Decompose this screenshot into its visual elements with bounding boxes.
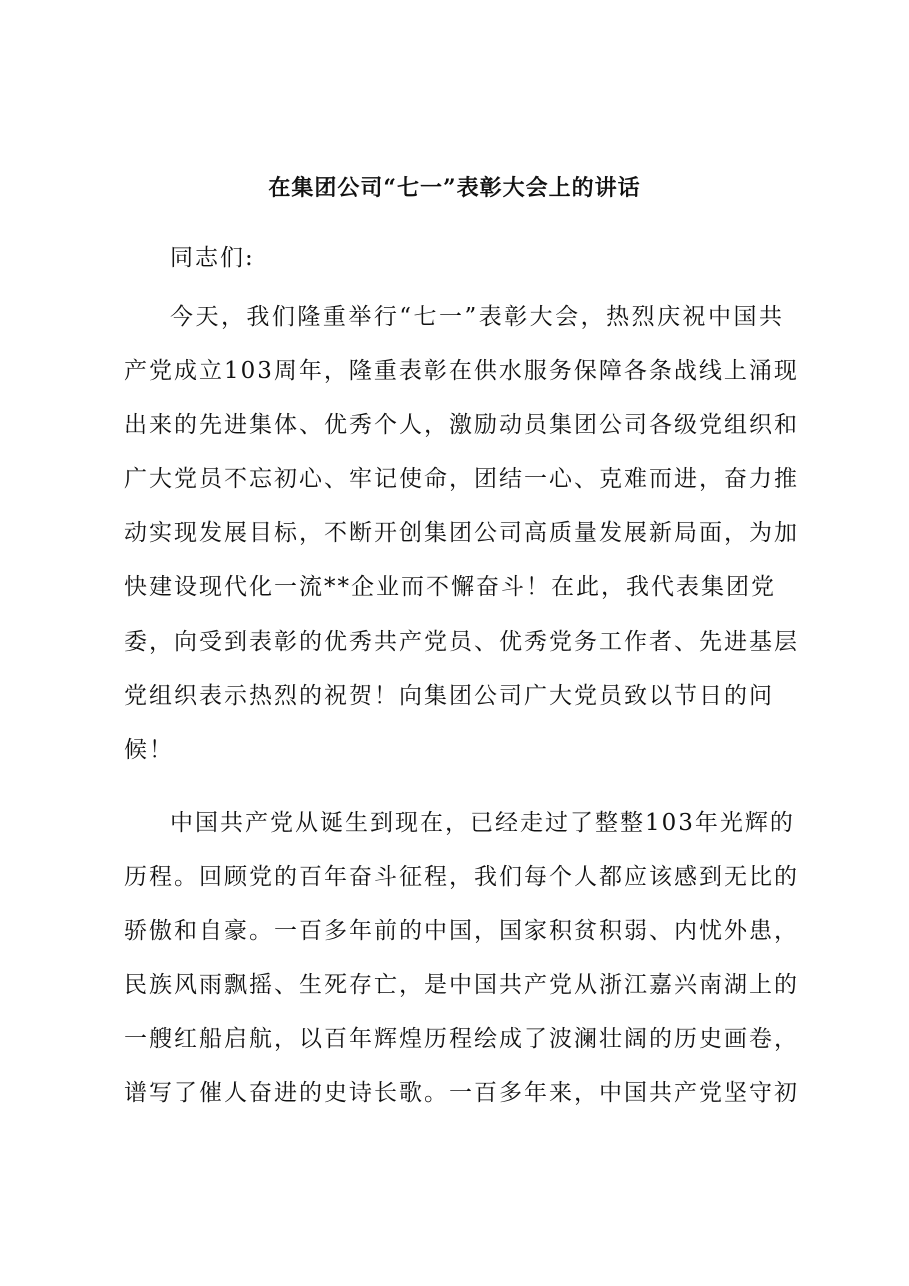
paragraph-line: 中国共产党从诞生到现在，已经走过了整整103年光辉的: [170, 810, 795, 836]
paragraph-line: 一艘红船启航，以百年辉煌历程绘成了波澜壮阔的历史画卷，: [124, 1026, 799, 1053]
paragraph-line: 党组织表示热烈的祝贺！向集团公司广大党员致以节日的问: [124, 682, 774, 709]
paragraph-line: 骄傲和自豪。一百多年前的中国，国家积贫积弱、内忧外患，: [124, 918, 799, 945]
paragraph-line: 动实现发展目标，不断开创集团公司高质量发展新局面，为加: [124, 520, 799, 547]
paragraph-line: 谱写了催人奋进的史诗长歌。一百多年来，中国共产党坚守初: [124, 1080, 799, 1107]
paragraph-1: [124, 290, 799, 777]
paragraph-line: 民族风雨飘摇、生死存亡，是中国共产党从浙江嘉兴南湖上的: [124, 972, 799, 999]
paragraph-line: 产党成立103周年，隆重表彰在供水服务保障各条战线上涌现: [124, 358, 799, 385]
paragraph-2: [124, 796, 799, 1121]
paragraph-line: 历程。回顾党的百年奋斗征程，我们每个人都应该感到无比的: [124, 864, 799, 891]
paragraph-line: 出来的先进集体、优秀个人，激励动员集团公司各级党组织和: [124, 412, 799, 439]
paragraph-line: 快建设现代化一流**企业而不懈奋斗！在此，我代表集团党: [124, 574, 776, 601]
document-title: 在集团公司“七一”表彰大会上的讲话: [268, 175, 641, 201]
paragraph-line: 今天，我们隆重举行“七一”表彰大会，热烈庆祝中国共: [170, 304, 784, 330]
paragraph-line: 候！: [124, 736, 174, 763]
salutation: 同志们:: [170, 245, 255, 271]
paragraph-line: 委，向受到表彰的优秀共产党员、优秀党务工作者、先进基层: [124, 628, 799, 655]
paragraph-line: 广大党员不忘初心、牢记使命，团结一心、克难而进，奋力推: [124, 466, 799, 493]
